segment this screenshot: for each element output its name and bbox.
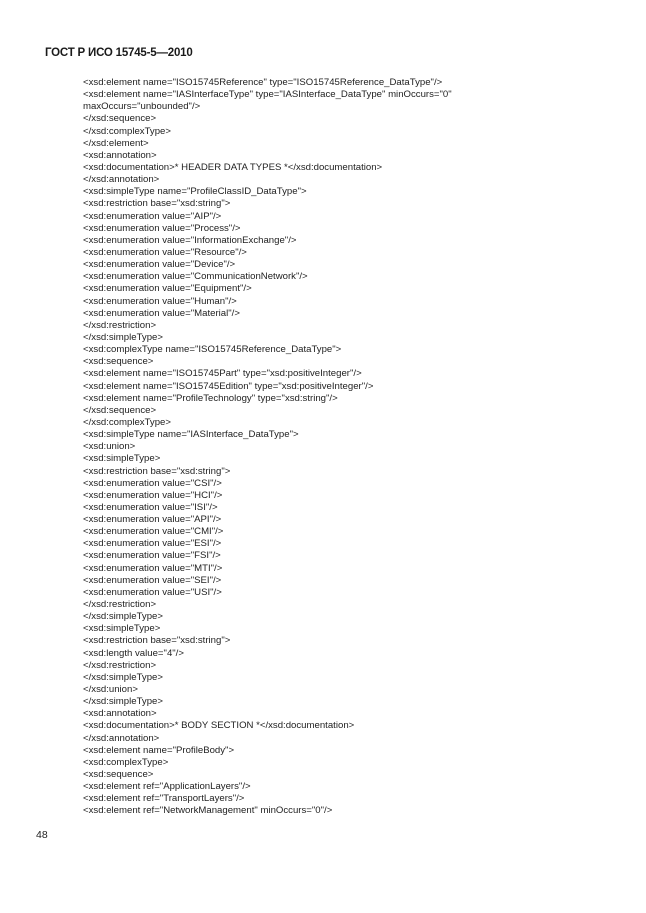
code-line: </xsd:element> [83, 137, 149, 149]
code-line: </xsd:sequence> [83, 113, 157, 125]
code-line: <xsd:annotation> [83, 149, 157, 161]
code-line: <xsd:restriction base="xsd:string"> [83, 635, 231, 647]
code-line: <xsd:restriction base="xsd:string"> [83, 465, 231, 477]
code-line: <xsd:enumeration value="ISI"/> [83, 501, 218, 513]
code-line: maxOccurs="unbounded"/> [83, 101, 201, 113]
code-line: <xsd:enumeration value="HCI"/> [83, 489, 223, 501]
code-line: </xsd:simpleType> [83, 671, 163, 683]
code-line: <xsd:enumeration value="Process"/> [83, 222, 241, 234]
code-line: <xsd:element ref="NetworkManagement" minOccurs="0"/> [83, 805, 333, 817]
code-line: <xsd:simpleType name="ProfileClassID_DataType"> [83, 186, 307, 198]
code-line: <xsd:element name="ISO15745Part" type="xsd:positiveInteger"/> [83, 368, 362, 380]
code-line: <xsd:enumeration value="CMI"/> [83, 526, 224, 538]
page-number: 48 [36, 829, 48, 841]
code-line: <xsd:enumeration value="API"/> [83, 514, 222, 526]
code-line: <xsd:enumeration value="Device"/> [83, 259, 236, 271]
code-line: <xsd:simpleType name="IASInterface_DataType"> [83, 429, 299, 441]
code-line: <xsd:documentation>* BODY SECTION *</xsd:documentation> [83, 720, 355, 732]
code-line: <xsd:enumeration value="CSI"/> [83, 477, 222, 489]
code-line: <xsd:simpleType> [83, 623, 161, 635]
code-line: <xsd:annotation> [83, 708, 157, 720]
code-line: <xsd:element ref="ApplicationLayers"/> [83, 781, 251, 793]
code-line: <xsd:enumeration value="Human"/> [83, 295, 237, 307]
code-line: </xsd:simpleType> [83, 331, 163, 343]
code-line: <xsd:complexType name="ISO15745Reference_DataType"> [83, 344, 342, 356]
code-line: <xsd:sequence> [83, 769, 154, 781]
xsd-code-listing [83, 77, 603, 818]
code-line: </xsd:restriction> [83, 659, 157, 671]
code-line: </xsd:restriction> [83, 319, 157, 331]
code-line: </xsd:complexType> [83, 416, 171, 428]
code-line: <xsd:enumeration value="FSI"/> [83, 550, 221, 562]
code-line: </xsd:simpleType> [83, 611, 163, 623]
code-line: <xsd:element ref="TransportLayers"/> [83, 793, 245, 805]
code-line: <xsd:enumeration value="Equipment"/> [83, 283, 252, 295]
code-line: <xsd:documentation>* HEADER DATA TYPES *</xsd:documentation> [83, 161, 383, 173]
code-line: <xsd:enumeration value="Resource"/> [83, 246, 247, 258]
code-line: </xsd:complexType> [83, 125, 171, 137]
code-line: <xsd:enumeration value="ESI"/> [83, 538, 222, 550]
code-line: <xsd:enumeration value="USI"/> [83, 586, 222, 598]
code-line: <xsd:enumeration value="Material"/> [83, 307, 240, 319]
code-line: </xsd:restriction> [83, 599, 157, 611]
code-line: </xsd:annotation> [83, 732, 160, 744]
code-line: <xsd:enumeration value="MTI"/> [83, 562, 223, 574]
code-line: <xsd:element name="IASInterfaceType" type="IASInterface_DataType" minOccurs="0" [83, 89, 452, 101]
code-line: <xsd:sequence> [83, 356, 154, 368]
code-line: </xsd:union> [83, 684, 138, 696]
document-header: ГОСТ Р ИСО 15745-5—2010 [45, 47, 193, 59]
code-line: <xsd:enumeration value="AIP"/> [83, 210, 222, 222]
code-line: <xsd:element name="ProfileTechnology" type="xsd:string"/> [83, 392, 338, 404]
code-line: <xsd:element name="ISO15745Edition" type="xsd:positiveInteger"/> [83, 380, 374, 392]
code-line: <xsd:simpleType> [83, 453, 161, 465]
code-line: </xsd:sequence> [83, 404, 157, 416]
code-line: <xsd:enumeration value="InformationExchange"/> [83, 234, 297, 246]
code-line: <xsd:element name="ISO15745Reference" type="ISO15745Reference_DataType"/> [83, 77, 443, 88]
code-line: <xsd:element name="ProfileBody"> [83, 744, 235, 756]
code-line: <xsd:complexType> [83, 756, 169, 768]
code-line: <xsd:restriction base="xsd:string"> [83, 198, 231, 210]
code-line: <xsd:union> [83, 441, 136, 453]
code-line: <xsd:enumeration value="SEI"/> [83, 574, 222, 586]
code-line: <xsd:length value="4"/> [83, 647, 184, 659]
code-line: </xsd:simpleType> [83, 696, 163, 708]
code-line: </xsd:annotation> [83, 174, 160, 186]
code-line: <xsd:enumeration value="CommunicationNetwork"/> [83, 271, 308, 283]
